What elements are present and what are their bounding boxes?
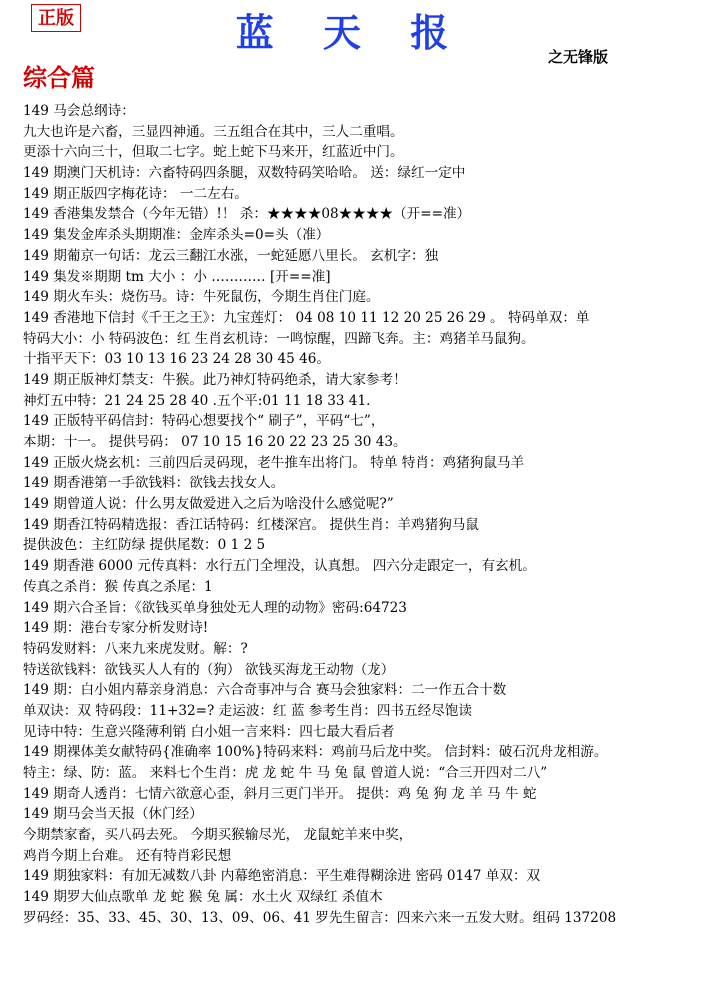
text-line: 特送欲钱料：欲钱买人人有的（狗） 欲钱买海龙王动物（龙） [23, 661, 395, 678]
text-line: 今期禁家畜，买八码去死。 今期买猴输尽光， 龙鼠蛇羊来中奖， [23, 827, 413, 844]
newspaper-title: 蓝 天 报 [235, 11, 467, 55]
text-line: 149 期香港第一手欲钱料：欲钱去找女人。 [23, 475, 285, 492]
text-line: 特主：绿、防：蓝。 来料七个生肖：虎 龙 蛇 牛 马 兔 鼠 曾道人说：“合三开四对二八” [23, 765, 548, 781]
text-line: 149 期奇人透肖：七情六欲意心歪，斜月三更门半开。 提供：鸡 兔 狗 龙 羊 马 牛 蛇 [23, 785, 537, 802]
text-line: 更添十六向三十，但取二七字。蛇上蛇下马来开，红蓝近中门。 [23, 144, 404, 161]
text-line: 149 正版特平码信封：特码心想要找个“ 刷子”，平码“七”， [23, 413, 385, 430]
text-line: 149 期：港台专家分析发财诗! [23, 620, 209, 637]
text-line: 149 正版火烧玄机：三前四后灵码现，老牛推车出将门。 特单 特肖：鸡猪狗鼠马羊 [23, 454, 525, 471]
text-line: 149 集发※期期 tm 大小 ：小 ………… [开==准] [23, 268, 331, 285]
article-body [23, 101, 695, 929]
edition-label: 之无锋版 [548, 48, 609, 66]
section-heading: 综合篇 [23, 64, 95, 92]
text-line: 149 期澳门天机诗：六畜特码四条腿，双数特码笑哈哈。 送：绿红一定中 [23, 165, 466, 182]
text-line: 149 期六合圣旨：《欲钱买单身独处无人理的动物》密码:64723 [23, 599, 407, 616]
text-line: 本期：十一。 提供号码： 07 10 15 16 20 22 23 25 30 43。 [23, 434, 407, 450]
text-line: 单双诀：双 特码段：11+32=? 走运波：红 蓝 参考生肖：四书五经尽饱读 [23, 702, 472, 719]
text-line: 149 香港地下信封《千王之王》：九宝莲灯： 04 08 10 11 12 20 25 26 29 。 特码单双：单 [23, 309, 590, 326]
authentic-badge: 正版 [31, 4, 81, 32]
text-line: 149 期裸体美女献特码{准确率 100%}特码来料：鸡前马后龙中奖。 信封料：破石沉舟龙相游。 [23, 744, 608, 761]
text-line: 149 香港集发禁合（今年无错）!！ 杀：★★★★08★★★★（开==准） [23, 206, 471, 223]
text-line: 149 期香江特码精选报：香江话特码：红楼深宫。 提供生肖：羊鸡猪狗马鼠 [23, 516, 479, 533]
text-line: 149 期葡京一句话：龙云三翻江水涨，一蛇延愿八里长。 玄机字：独 [23, 247, 439, 264]
text-line: 149 马会总纲诗： [23, 103, 135, 119]
text-line: 提供波色：主红防绿 提供尾数：0 1 2 5 [23, 537, 266, 554]
text-line: 十指平天下：03 10 13 16 23 24 28 30 45 46。 [23, 351, 331, 368]
text-line: 特码发财料：八来九来虎发财。解：? [23, 640, 248, 657]
text-line: 149 期正版神灯禁支：牛猴。此乃神灯特码绝杀，请大家参考！ [23, 371, 407, 388]
text-line: 特码大小：小 特码波色：红 生肖玄机诗：一鸣惊醒，四蹄飞奔。主：鸡猪羊马鼠狗。 [23, 330, 535, 347]
text-line: 神灯五中特：21 24 25 28 40 .五个平:01 11 18 33 41. [23, 392, 371, 409]
text-line: 149 期：白小姐内幕亲身消息：六合奇事冲与合 赛马会独家料：二一作五合十数 [23, 682, 507, 699]
text-line: 149 期独家料：有加无减数八卦 内幕绝密消息：平生难得糊涂进 密码 0147 单双：双 [23, 868, 541, 885]
text-line: 见诗中特：生意兴隆薄利销 白小姐一言来料：四七最大看后者 [23, 723, 395, 740]
text-line: 鸡肖今期上台难。 还有特肖彩民想 [23, 847, 232, 864]
text-line: 九大也许是六畜，三显四神通。三五组合在其中，三人二重唱。 [23, 123, 404, 140]
text-line: 罗码经：35、33、45、30、13、09、06、41 罗先生留言：四来六来一五发大财。组码 137208 [23, 909, 617, 926]
text-line: 149 期罗大仙点歌单 龙 蛇 猴 兔 属：水土火 双绿红 杀值木 [23, 889, 383, 906]
text-line: 149 集发金库杀头期期准：金库杀头=0=头（准） [23, 227, 330, 244]
text-line: 149 期香港 6000 元传真料：水行五门全埋没，认真想。 四六分走跟定一，有玄机。 [23, 558, 536, 575]
text-line: 149 期曾道人说：什么男友做爱进入之后为啥没什么感觉呢?” [23, 496, 394, 513]
text-line: 149 期马会当天报（休门经） [23, 806, 203, 823]
text-line: 传真之杀肖：猴 传真之杀尾：1 [23, 578, 213, 595]
text-line: 149 期火车头：烧伤马。诗：牛死鼠伤，今期生肖住门庭。 [23, 289, 380, 306]
text-line: 149 期正版四字梅花诗： 一二左右。 [23, 185, 248, 202]
